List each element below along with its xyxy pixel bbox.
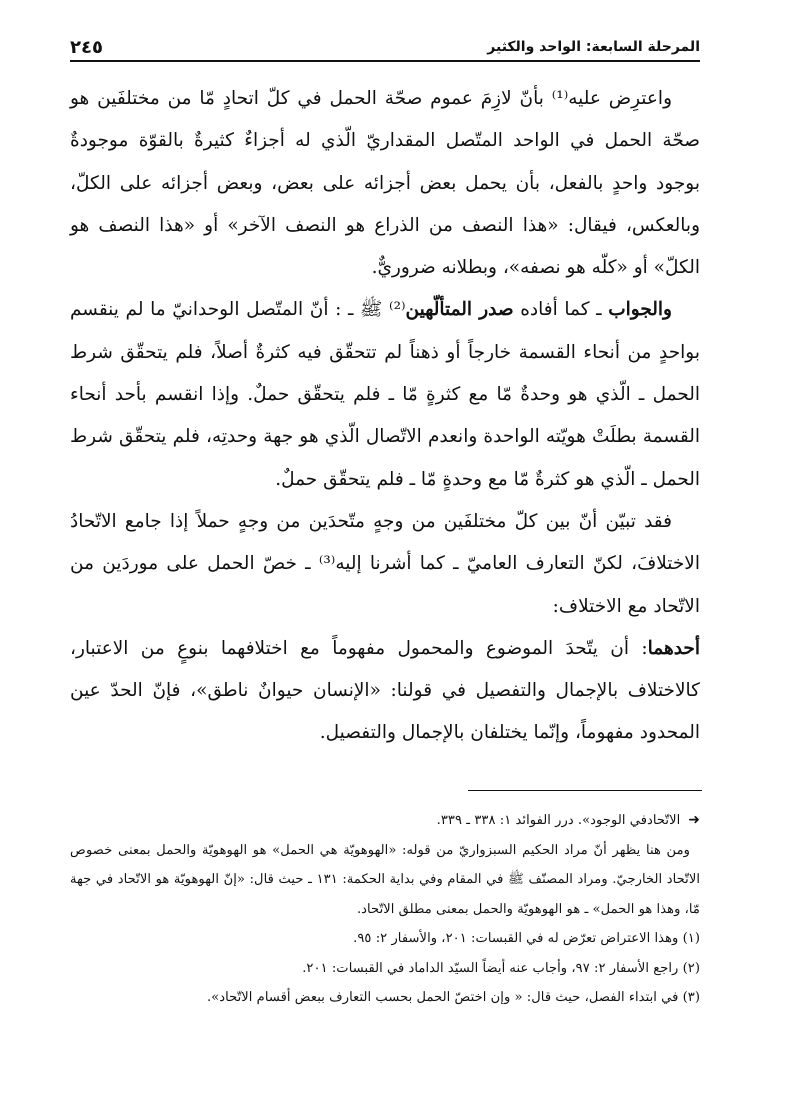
paragraph-first-case — [70, 628, 700, 755]
first-case-lead: أحدهما — [647, 637, 700, 659]
footnote-continuation — [70, 806, 700, 836]
page-header — [70, 34, 700, 62]
footnote-3: (٣) في ابتداء الفصل، حيث قال: « وإن اختصّ الحمل بحسب التعارف ببعض أقسام الاتّحاد». — [206, 990, 700, 1005]
footnote-commentary: ومن هنا يظهر أنّ مراد الحكيم السبزواريّ من قوله: «الهوهويّة هي الحمل» هو الهوهويّة والحمل بمعنى خصوص الاتّحاد الخارجيّ. ومراد المصنّف ﷺ في المقام وفي بداية الحكمة: ١٣١ ـ حيث قال: «إنّ الهوهويّة هو الاتّحاد في جهة مّا، وهذا هو الحمل» ـ هو الهوهويّة والحمل بمعنى مطلق الاتّحاد. — [70, 842, 701, 917]
running-head: المرحلة السابعة: الواحد والكثير — [487, 39, 700, 55]
answer-aside: ـ كما أفاده — [513, 299, 609, 321]
answer-lead: والجواب — [608, 299, 672, 321]
author-name: صدر المتألّهين — [405, 299, 514, 321]
page-number: ٢٤٥ — [70, 36, 103, 58]
answer-body: ⁽²⁾ ﷺ ـ : أنّ المتّصل الوحدانيّ ما لم ينقسم بواحدٍ من أنحاء القسمة خارجاً أو ذهناً لم تتحقّق فيه كثرةٌ أصلاً، فلم يتحقّق شرط الحمل ـ الّذي هو وحدةٌ مّا مع كثرةٍ مّا ـ فلم يتحقّق حملٌ. وإذا انقسم بأحد أنحاء القسمة بطلَتْ هويّته الواحدة وانعدم الاتّصال الّذي هو جهة وحدتِه، فلم يتحقّق شرط الحمل ـ الّذي هو كثرةٌ مّا مع وحدةٍ مّا ـ فلم يتحقّق حملٌ. — [70, 299, 700, 490]
footnotes — [70, 806, 700, 1013]
footnote-2: (٢) راجع الأسفار ٢: ٩٧، وأجاب عنه أيضاً السيّد الداماد في القبسات: ٢٠١. — [302, 960, 700, 976]
first-case-body: : أن يتّحدَ الموضوع والمحمول مفهوماً مع اختلافهما بنوعٍ من الاعتبار، كالاختلاف بالإجمال والتفصيل في قولنا: «الإنسان حيوانٌ ناطق»، فإنّ الحدّ عين المحدود مفهوماً، وإنّما يختلفان بالإجمال والتفصيل. — [70, 637, 700, 744]
paragraph-answer — [70, 289, 700, 500]
main-text — [70, 78, 700, 755]
arrow-left-icon: ➜ — [688, 812, 700, 828]
paragraph-objection: واعترِض عليه⁽¹⁾ بأنّ لازِمَ عموم صحّة الحمل في كلّ اتحادٍ مّا من مختلفَين هو صحّة الحمل في الواحد المتّصل المقداريّ الّذي له أجزاءٌ كثيرةٌ بالقوّة موجودةٌ بوجود واحدٍ بالفعل، بأن يحمل بعض أجزائه على بعض، وبعض أجزائه على الكلّ، وبالعكس، فيقال: «هذا النصف من الذراع هو النصف الآخر» أو «هذا النصف هو الكلّ» أو «كلّه هو نصفه»، وبطلانه ضروريٌّ. — [70, 88, 700, 279]
footnote-1: (١) وهذا الاعتراض تعرّض له في القبسات: ٢٠١، والأسفار ٢: ٩٥. — [353, 931, 700, 946]
footnote-continuation-text: الاتّحادفي الوجود». درر الفوائد ١: ٣٣٨ ـ ٣٣٩. — [436, 813, 681, 828]
paragraph-conclusion: فقد تبيّن أنّ بين كلّ مختلفَين من وجهٍ متّحدَين من وجهٍ حملاً إذا جامع الاتّحادُ الاختلافَ، لكنّ التعارف العاميّ ـ كما أشرنا إليه⁽³⁾ ـ خصّ الحمل على موردَين من الاتّحاد مع الاختلاف: — [70, 510, 700, 617]
footnote-divider — [468, 790, 702, 791]
